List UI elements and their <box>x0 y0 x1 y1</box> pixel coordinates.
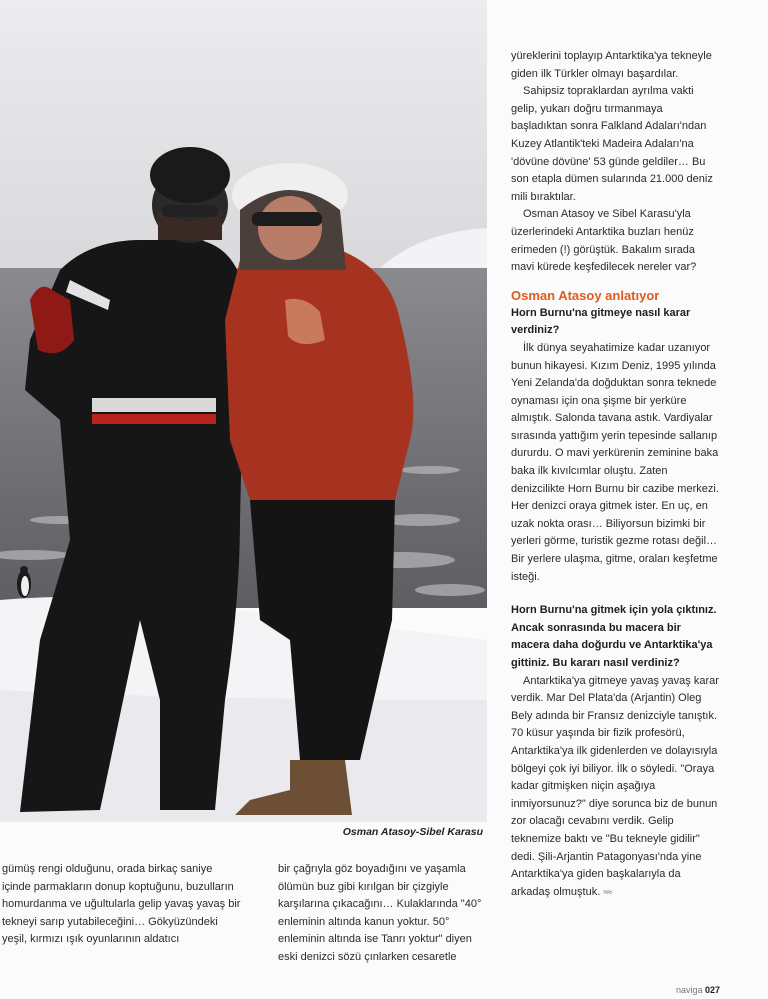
page-footer <box>676 985 720 995</box>
intro-paragraph-2: Sahipsiz topraklardan ayrılma vakti gelip, yukarı doğru tırmanmaya başladıktan sonra Falkland Adaları'ndan Kuzey Atlantik'teki Madeira Adaları'na 'dövüne dövüne' 53 günde geldiler… Bu son etapla dümen sularında 21.000 deniz mili bıraktılar. <box>511 85 713 203</box>
question-2: Horn Burnu'na gitmek için yola çıktınız. Ancak sonrasında bu macera bir macera daha doğurdu ve Antarktika'ya gittiniz. Bu kararı nasıl verdiniz? <box>511 604 717 669</box>
bottom-paragraph-1: gümüş rengi olduğunu, orada birkaç saniye içinde parmakların donup koptuğunu, buzulların homurdanma ve uğultularla gelip yavaş yavaş bir tekneyi sarıp yutabileceğini… Gökyüzündeki yeşil, kırmızı ışık oyunlarının aldatıcı <box>2 863 241 946</box>
intro-paragraph-3: Osman Atasoy ve Sibel Karasu'yla üzerlerindeki Antarktika buzları henüz erimeden (!) görüştük. Bakalım sırada mavi kürede keşfedilecek nereler var? <box>511 208 697 274</box>
page-number: 027 <box>705 985 721 995</box>
question-1: Horn Burnu'na gitmeye nasıl karar verdiniz? <box>511 306 691 337</box>
end-mark-icon: ≈≈ <box>603 886 612 897</box>
answer-1: İlk dünya seyahatimize kadar uzanıyor bunun hikayesi. Kızım Deniz, 1995 yılında Yeni Zelanda'da doğduktan sonra teknede oynaması için ona şişme bir yerküre almıştık. Salonda tavana astık. Vardiyalar sırasında yattığım yerin tepesinde sallanıp dururdu. O mavi yerkürenin zeminine baka baka ilk kıvılcımlar oluştu. Zaten denizcilikte Horn Burnu bir cazibe merkezi. Her denizci oraya gitmek ister. En uç, en uzak nokta orası… Biliyorsun bizimki bir yerleri görme, turistik gezme rotası değil… Bir yerlere ulaşma, gitme, oraları keşfetme isteği. <box>511 341 719 583</box>
right-article-column <box>511 48 721 901</box>
magazine-name: naviga <box>676 985 703 995</box>
intro-paragraph-1: yüreklerini toplayıp Antarktika'ya tekneyle giden ilk Türkler olmayı başardılar. <box>511 50 712 80</box>
bottom-left-column-1 <box>2 861 242 949</box>
answer-2: Antarktika'ya gitmeye yavaş yavaş karar verdik. Mar Del Plata'da (Arjantin) Oleg Bely adında bir Fransız denizciyle tanıştık. 70 küsur yaşında bir fizik profesörü, Antarktika'ya ilk gidenlerden ve dolayısıyla bölgeyi çok iyi biliyor. İlk o söyledi. "Oraya kadar gitmişken niçin aşağıya inmiyorsunuz?" diye sorunca biz de bunun zor olacağı cevabını verdik. Gelip teknemize baktı ve "Bu tekneyle gidilir" dedi. Şili-Arjantin Patagonyası'nda yine Antarktika'ya giden başkalarıyla da arkadaş olmuştuk. ≈≈ <box>511 674 719 898</box>
photo-caption: Osman Atasoy-Sibel Karasu <box>342 826 483 838</box>
bottom-left-column-2 <box>278 861 484 967</box>
section-heading: Osman Atasoy anlatıyor <box>511 287 660 303</box>
bottom-paragraph-2: bir çağrıyla göz boyadığını ve yaşamla ölümün buz gibi kırılgan bir çizgiyle karşılarına çıkacağını… Kulaklarında "40° enleminin altında kanun yoktur. 50° enleminin altında ise Tanrı yoktur" diyen eski denizci sözü çınlarken cesaretle <box>278 863 482 963</box>
